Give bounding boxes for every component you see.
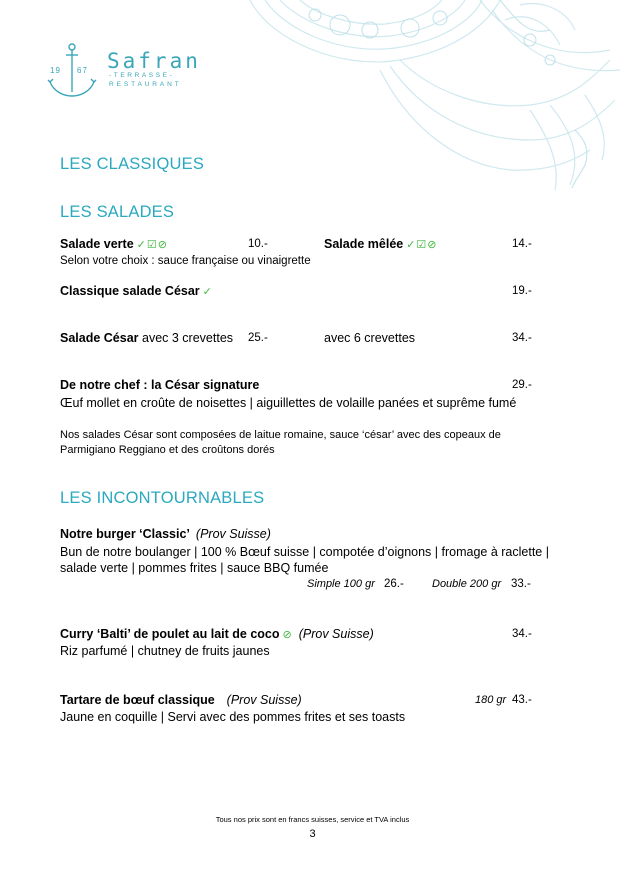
item-name: Curry ‘Balti’ de poulet au lait de coco <box>60 627 280 641</box>
item-salade-melee <box>324 237 438 251</box>
item-name: Salade mêlée <box>324 237 404 251</box>
diet-marks-icon: ⊘ <box>282 629 293 641</box>
burger-desc-line2: salade verte | pommes frites | sauce BBQ fumée <box>60 561 329 575</box>
footer-note: Tous nos prix sont en francs suisses, service et TVA inclus <box>215 815 410 824</box>
logo-year-left: 19 <box>50 66 61 75</box>
cesar-note-line2: Parmigiano Reggiano et des croûtons dorés <box>60 444 275 456</box>
diet-marks-icon: ✓☑⊘ <box>136 239 168 251</box>
logo-name: Safran <box>107 49 201 73</box>
item-prov: (Prov Suisse) <box>298 627 374 641</box>
price-salade-melee: 14.- <box>512 238 532 250</box>
item-name: Notre burger ‘Classic’ <box>60 527 190 541</box>
item-burger <box>60 527 271 541</box>
logo-line1: -TERRASSE- <box>109 72 175 79</box>
tartare-desc: Jaune en coquille | Servi avec des pommes frites et ses toasts <box>60 710 406 724</box>
item-cesar-classique <box>60 284 213 298</box>
price-salade-verte: 10.- <box>248 238 268 250</box>
item-tartare <box>60 693 302 707</box>
item-cesar-signature: De notre chef : la César signature <box>60 378 260 392</box>
price-cesar-alt: 34.- <box>512 332 532 344</box>
burger-simple: Simple 100 gr <box>307 578 375 590</box>
page-number: 3 <box>309 828 316 840</box>
item-name: Salade verte <box>60 237 134 251</box>
item-prov: (Prov Suisse) <box>226 693 302 707</box>
item-salade-cesar <box>60 331 233 345</box>
item-curry <box>60 627 374 641</box>
salade-choix: Selon votre choix : sauce française ou vinaigrette <box>60 255 311 267</box>
price-salade-cesar: 25.- <box>248 332 268 344</box>
section-incontournables: LES INCONTOURNABLES <box>60 489 265 507</box>
price-burger-simple: 26.- <box>384 578 404 590</box>
curry-desc: Riz parfumé | chutney de fruits jaunes <box>60 644 270 658</box>
section-salades: LES SALADES <box>60 203 175 221</box>
item-name: Tartare de bœuf classique <box>60 693 215 707</box>
price-burger-double: 33.- <box>511 578 531 590</box>
section-classiques: LES CLASSIQUES <box>60 155 205 173</box>
burger-double: Double 200 gr <box>432 578 502 590</box>
logo-line2: RESTAURANT <box>109 81 182 88</box>
cesar-signature-desc: Œuf mollet en croûte de noisettes | aiguillettes de volaille panées et suprême fumé <box>60 396 517 410</box>
item-sub: avec 3 crevettes <box>138 331 234 345</box>
price-cesar-classique: 19.- <box>512 285 532 297</box>
burger-desc-line1: Bun de notre boulanger | 100 % Bœuf suisse | compotée d’oignons | fromage à raclette | <box>60 545 549 559</box>
diet-marks-icon: ✓ <box>202 286 213 298</box>
item-salade-verte <box>60 237 168 251</box>
cesar-alt: avec 6 crevettes <box>324 331 416 345</box>
tartare-weight: 180 gr <box>475 694 507 706</box>
price-tartare: 43.- <box>512 694 532 706</box>
price-cesar-signature: 29.- <box>512 379 532 391</box>
logo-year-right: 67 <box>77 66 88 75</box>
price-curry: 34.- <box>512 628 532 640</box>
item-name: Classique salade César <box>60 284 200 298</box>
item-prov: (Prov Suisse) <box>195 527 271 541</box>
diet-marks-icon: ✓☑⊘ <box>406 239 438 251</box>
item-name: Salade César <box>60 331 139 345</box>
jellyfish-illustration <box>230 0 625 200</box>
cesar-note-line1: Nos salades César sont composées de laitue romaine, sauce ‘césar’ avec des copeaux de <box>60 429 501 441</box>
